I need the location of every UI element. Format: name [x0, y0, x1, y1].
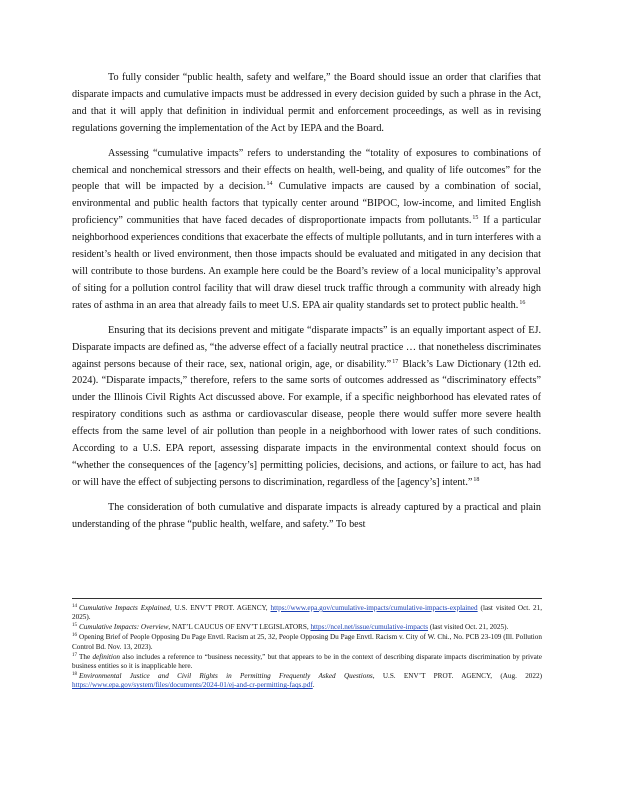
footnote-reference: 14	[266, 181, 273, 188]
footnote-text: The	[79, 652, 93, 661]
footnote	[72, 604, 542, 623]
footnote-reference: 18	[473, 476, 480, 483]
footnote	[72, 672, 542, 691]
footnotes	[72, 604, 542, 691]
paragraph-text: Ensuring that its decisions prevent and mitigate “disparate impacts” is an equally important aspect of EJ. Disparate impacts are defined as, “the adverse effect of a facially neutral practice … that nonetheless discriminates against persons because of their race, sex, national origin, age, or disability.”	[72, 324, 541, 370]
paragraph-text: Cumulative impacts are caused by a combination of social, environmental and public health factors that typically center around “BIPOC, low-income, and limited English proficiency” communities that have faced decades of disproportionate impacts from pollutants.	[72, 181, 541, 227]
footnote-reference: 17	[392, 358, 399, 365]
footnote-link[interactable]: https://ncel.net/issue/cumulative-impacts	[310, 623, 429, 632]
footnote-number: 18	[72, 671, 77, 677]
footnote-title: Cumulative Impacts: Overview	[79, 623, 169, 632]
body-text	[72, 70, 541, 542]
footnote-text: (last visited Oct. 21, 2025).	[428, 623, 509, 632]
footnote-title: Cumulative Impacts Explained	[79, 604, 170, 612]
footnote	[72, 633, 542, 652]
footnote-text: (last visited Oct. 21, 2025).	[72, 604, 542, 622]
footnote-number: 14	[72, 604, 77, 609]
footnote-title: Environmental Justice and Civil Rights in Permitting Frequently Asked Questions	[79, 671, 373, 680]
footnote-reference: 15	[472, 215, 479, 222]
footnote-number: 15	[72, 623, 77, 629]
footnote-text: .	[312, 681, 315, 690]
body-paragraph	[72, 70, 541, 138]
body-paragraph	[72, 323, 541, 492]
footnote-link[interactable]: https://www.epa.gov/cumulative-impacts/cumulative-impacts-explained	[270, 604, 478, 612]
body-paragraph	[72, 500, 541, 534]
footnote	[72, 623, 542, 632]
paragraph-text: If a particular neighborhood experiences conditions that exacerbate the effects of multiple pollutants, and in turn interferes with a resident’s health or lived environment, then those impacts should be evaluated and mitigated in any decision that will contribute to those burdens. An example here could be the Board’s review of a local municipality’s approval of siting for a pollution control facility that will draw diesel truck traffic through a community with already high rates of asthma in an area that already fails to meet U.S. EPA air quality standards set to protect public health.	[72, 215, 541, 311]
footnote-number: 16	[72, 633, 77, 639]
footnote-text: Opening Brief of People Opposing Du Page Envtl. Racism at 25, 32, People Opposing Du Page Envtl. Racism v. City of W. Chi., No. PCB 23-109 (Ill. Pollution Control Bd. Nov. 13, 2023).	[72, 633, 542, 651]
footnote-reference: 16	[519, 299, 526, 306]
paragraph-text: Black’s Law Dictionary (12th ed. 2024). “Disparate impacts,” therefore, refers to the same sorts of outcomes addressed as “discriminatory effects” under the Illinois Civil Rights Act discussed above. For example, if a specific neighborhood has elevated rates of respiratory conditions such as asthma or cardiovascular disease, people there would suffer more severe health effects from the same level of air pollution than people in a neighborhood with lower rates of such conditions. According to a U.S. EPA report, assessing disparate impacts in the environmental context should focus on “whether the consequences of the [agency’s] permitting policies, decisions, and actions, or failure to act, has had or will have the effect of subjecting persons to discrimination, regardless of the [agency’s] intent.”	[72, 358, 542, 488]
body-paragraph	[72, 146, 541, 315]
footnote-divider	[72, 598, 542, 599]
footnote-text: , U.S. ENV’T PROT. AGENCY,	[169, 604, 271, 612]
footnote-title: definition	[92, 652, 121, 661]
paragraph-text: The consideration of both cumulative and disparate impacts is already captured by a practical and plain understanding of the phrase “public health, welfare, and safety.” To best	[72, 501, 541, 530]
footnote-link[interactable]: https://www.epa.gov/system/files/documents/2024-01/ej-and-cr-permitting-faqs.pdf	[72, 681, 313, 690]
paragraph-text: Assessing “cumulative impacts” refers to understanding the “totality of exposures to combinations of chemical and nonchemical stressors and their effects on health, well-being, and quality of life outcomes” for the people that will be impacted by a decision.	[72, 147, 541, 193]
paragraph-text: To fully consider “public health, safety and welfare,” the Board should issue an order that clarifies that disparate impacts and cumulative impacts must be addressed in every decision guided by such a phrase in the Act, and that it will apply that definition in individual permit and enforcement proceedings, as well as in revising regulations governing the implementation of the Act by IEPA and the Board.	[72, 72, 541, 134]
footnote-text: also includes a reference to “business necessity,” but that appears to be in the context of describing disparate impacts discrimination by private business entities so it is inapplicable here.	[72, 652, 542, 670]
footnote-number: 17	[72, 652, 77, 658]
footnote	[72, 653, 542, 672]
footnote-text: , NAT’L CAUCUS OF ENV’T LEGISLATORS,	[168, 623, 311, 632]
footnote-text: , U.S. ENV’T PROT. AGENCY, (Aug. 2022)	[372, 671, 542, 680]
